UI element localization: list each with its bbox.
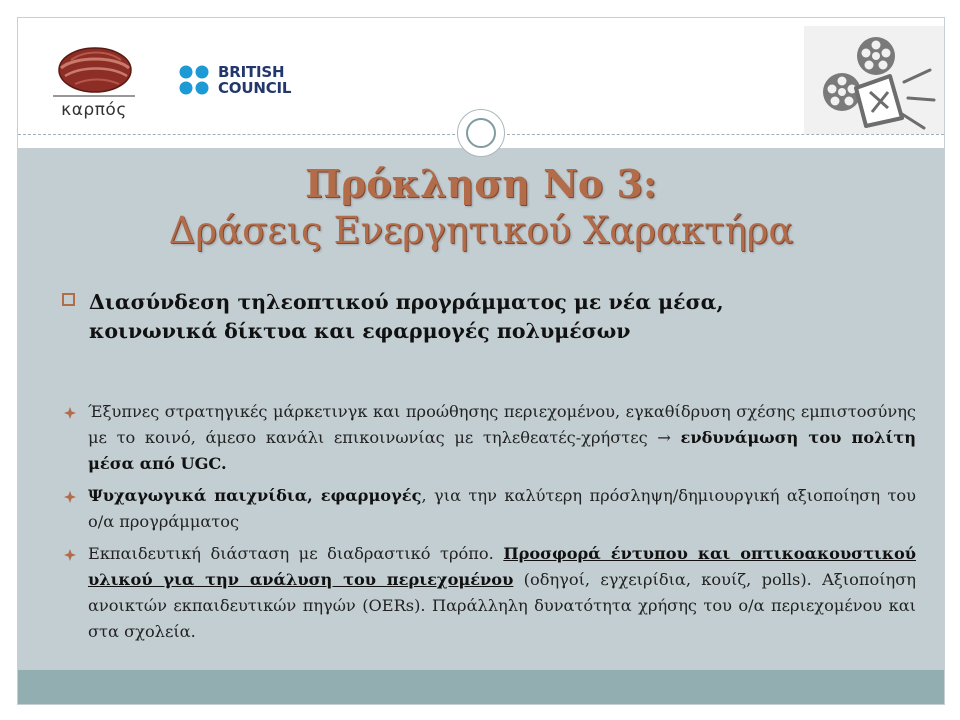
- karpos-logo: [45, 34, 143, 124]
- title-line-2: Δράσεις Ενεργητικού Χαρακτήρα: [168, 209, 794, 252]
- bullet-item-2: [62, 483, 916, 535]
- square-bullet-icon: [62, 293, 75, 306]
- karpos-logo-text: καρπός: [61, 100, 127, 120]
- diamond-bullet-icon: [64, 549, 76, 561]
- headline-line-1: Διασύνδεση τηλεοπτικού προγράμματος με νέα μέσα,: [89, 290, 724, 314]
- bullet-3-text-a: Εκπαιδευτική διάσταση με διαδραστικό τρόπο.: [88, 544, 504, 563]
- film-reel-icon: [804, 26, 944, 134]
- bullet-item-1: [62, 399, 916, 477]
- divider-ring-ornament: [457, 109, 505, 157]
- slide-title: [18, 161, 944, 255]
- british-council-dots-icon: [178, 64, 214, 100]
- footer-band: [18, 670, 944, 704]
- bullet-3-bold-underlined: Προσφορά έντυπου και οπτικοακουστικού υλικού για την ανάλυση του περιεχομένου: [88, 544, 917, 589]
- slide: [17, 17, 945, 705]
- bullet-3-text-b: (οδηγοί, εγχειρίδια, κουίζ, polls). Αξιοποίηση ανοικτών εκπαιδευτικών πηγών (OERs). Παράλληλη δυνατότητα χρήσης του ο/α περιεχομένου και στα σχολεία.: [88, 570, 917, 641]
- divider-ring-inner: [466, 118, 496, 148]
- bullet-1-text: Έξυπνες στρατηγικές μάρκετινγκ και προώθησης περιεχομένου, εγκαθίδρυση σχέσης εμπιστοσύνης με το κοινό, άμεσο κανάλι επικοινωνίας με τηλεθεατές-χρήστες →: [88, 402, 916, 447]
- british-council-text: [218, 64, 291, 96]
- title-line-1: Πρόκληση Νο 3:: [305, 161, 657, 206]
- bullet-2-bold: Ψυχαγωγικά παιχνίδια, εφαρμογές: [88, 486, 422, 505]
- british-council-line2: COUNCIL: [218, 79, 292, 97]
- headline-line-2: κοινωνικά δίκτυα και εφαρμογές πολυμέσων: [89, 319, 631, 343]
- diamond-bullet-icon: [64, 491, 76, 503]
- walnut-icon: [45, 34, 143, 100]
- british-council-logo: [178, 64, 313, 104]
- british-council-line1: BRITISH: [218, 63, 285, 81]
- headline-text: [89, 288, 922, 346]
- bullet-list: [62, 399, 916, 651]
- diamond-bullet-icon: [64, 407, 76, 419]
- headline: [62, 288, 922, 346]
- bullet-1-bold: ενδυνάμωση του πολίτη μέσα από UGC.: [88, 428, 916, 473]
- bullet-item-3: [62, 541, 916, 645]
- bullet-2-text: , για την καλύτερη πρόσληψη/δημιουργική αξιοποίηση του ο/α προγράμματος: [88, 486, 916, 531]
